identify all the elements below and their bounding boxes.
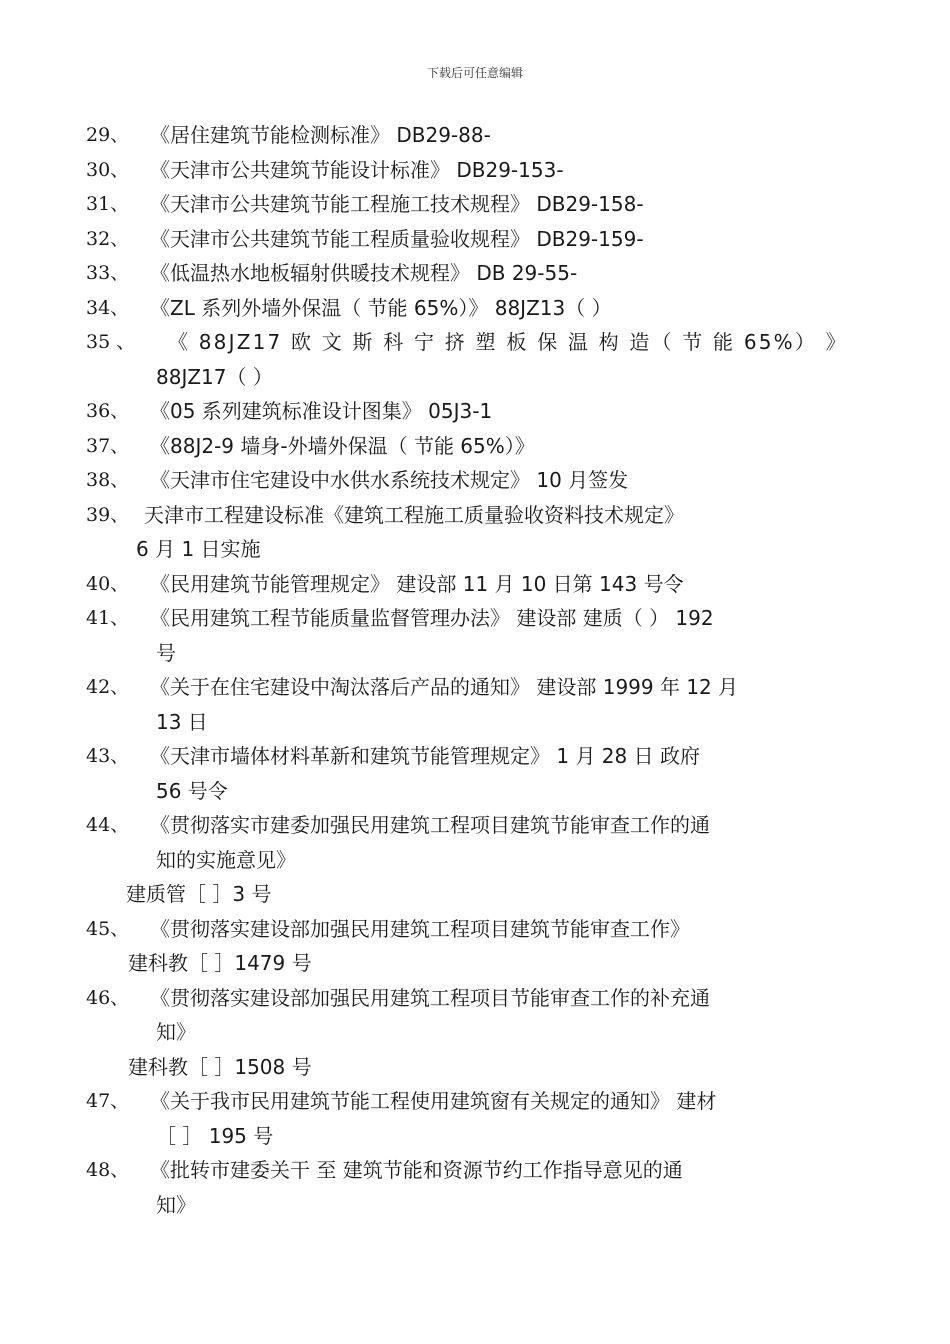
item-text: 《05 系列建筑标准设计图集》 05J3-1: [150, 399, 493, 423]
item-text: 《关于我市民用建筑节能工程使用建筑窗有关规定的通知》 建材: [150, 1089, 717, 1113]
item-text: 天津市工程建设标准《建筑工程施工质量验收资料技术规定》: [144, 502, 684, 527]
list-item-40: [86, 567, 826, 602]
list-item-30: [86, 153, 826, 188]
list-item-35: [86, 325, 848, 394]
item-number: 33、: [86, 262, 130, 284]
standards-list: [86, 118, 848, 1222]
item-text: 《天津市公共建筑节能工程质量验收规程》 DB29-159-: [150, 226, 644, 251]
item-number: 35 、: [86, 331, 136, 353]
item-number: 32、: [86, 227, 130, 250]
list-item-36: [86, 394, 826, 429]
item-text-continued: 13 日: [156, 709, 208, 734]
item-text-continued: 知》: [156, 1020, 196, 1044]
item-number: 48、: [86, 1159, 130, 1181]
item-number: 38、: [86, 469, 130, 491]
list-item-43: [86, 739, 826, 808]
item-note: 6 月 1 日实施: [136, 537, 261, 561]
item-text: 《天津市公共建筑节能设计标准》 DB29-153-: [150, 157, 564, 182]
item-text: 《天津市公共建筑节能工程施工技术规程》 DB29-158-: [150, 192, 644, 216]
item-number: 43、: [86, 745, 130, 767]
item-text: 《贯彻落实建设部加强民用建筑工程项目建筑节能审查工作》: [150, 916, 690, 941]
list-item-44: [86, 808, 826, 912]
item-number: 46、: [86, 986, 130, 1009]
list-item-33: [86, 256, 826, 291]
list-item-46: [86, 981, 826, 1085]
item-text: 《批转市建委关干 至 建筑节能和资源节约工作指导意见的通: [150, 1158, 683, 1182]
list-item-41: [86, 601, 826, 670]
list-item-31: [86, 187, 826, 222]
list-item-42: [86, 670, 826, 739]
item-text: 《民用建筑节能管理规定》 建设部 11 月 10 日第 143 号令: [150, 571, 684, 596]
list-item-39: [86, 498, 826, 567]
item-note: 建质管［ ］3 号: [126, 882, 272, 906]
item-number: 30、: [86, 158, 130, 181]
item-text: 《ZL 系列外墙外保温（ 节能 65%）》 88JZ13（ ）: [150, 295, 612, 320]
list-item-34: [86, 291, 826, 326]
item-text: 《天津市墙体材料革新和建筑节能管理规定》 1 月 28 日 政府: [150, 744, 700, 768]
list-item-38: [86, 463, 826, 498]
item-text-continued: 号: [156, 640, 176, 665]
item-number: 34、: [86, 296, 130, 319]
item-text: 《低温热水地板辐射供暖技术规程》 DB 29-55-: [150, 261, 578, 285]
item-text: 《居住建筑节能检测标准》 DB29-88-: [150, 123, 491, 147]
item-text-continued: 88JZ17（ ）: [156, 364, 273, 389]
item-number: 29、: [86, 124, 130, 146]
item-number: 40、: [86, 572, 130, 595]
item-text: 《88J2-9 墙身-外墙外保温（ 节能 65%）》: [150, 433, 535, 458]
item-number: 47、: [86, 1090, 130, 1112]
item-number: 41、: [86, 607, 130, 629]
list-item-45: [86, 912, 826, 981]
list-item-32: [86, 222, 826, 257]
item-number: 45、: [86, 917, 130, 940]
item-text: 《贯彻落实建设部加强民用建筑工程项目节能审查工作的补充通: [150, 985, 710, 1010]
item-text-continued: 56 号令: [156, 778, 228, 803]
item-text-continued: 知》: [156, 1192, 196, 1217]
item-text-continued: 知的实施意见》: [156, 847, 296, 872]
list-item-48: [86, 1153, 826, 1222]
list-item-37: [86, 429, 826, 464]
list-item-29: [86, 118, 826, 153]
item-number: 39、: [86, 503, 130, 526]
item-number: 42、: [86, 676, 130, 698]
item-number: 31、: [86, 193, 130, 215]
item-text-continued: ［ ］ 195 号: [156, 1123, 274, 1148]
list-item-47: [86, 1084, 826, 1153]
item-number: 37、: [86, 434, 130, 457]
item-text: 《天津市住宅建设中水供水系统技术规定》 10 月签发: [150, 468, 629, 492]
item-text: 《关于在住宅建设中淘汰落后产品的通知》 建设部 1999 年 12 月: [150, 675, 739, 699]
item-note: 建科教［ ］1508 号: [128, 1054, 312, 1079]
item-text: 《贯彻落实市建委加强民用建筑工程项目建筑节能审查工作的通: [150, 813, 710, 837]
item-number: 44、: [86, 814, 130, 836]
item-note: 建科教［ ］1479 号: [128, 951, 312, 975]
page-header: 下载后可任意编辑: [426, 66, 523, 80]
item-text: 《民用建筑工程节能质量监督管理办法》 建设部 建质（ ） 192: [150, 606, 714, 630]
item-number: 36、: [86, 400, 130, 422]
item-text: 《 88JZ17 欧 文 斯 科 宁 挤 塑 板 保 温 构 造（ 节 能 65%） 》: [168, 330, 848, 354]
